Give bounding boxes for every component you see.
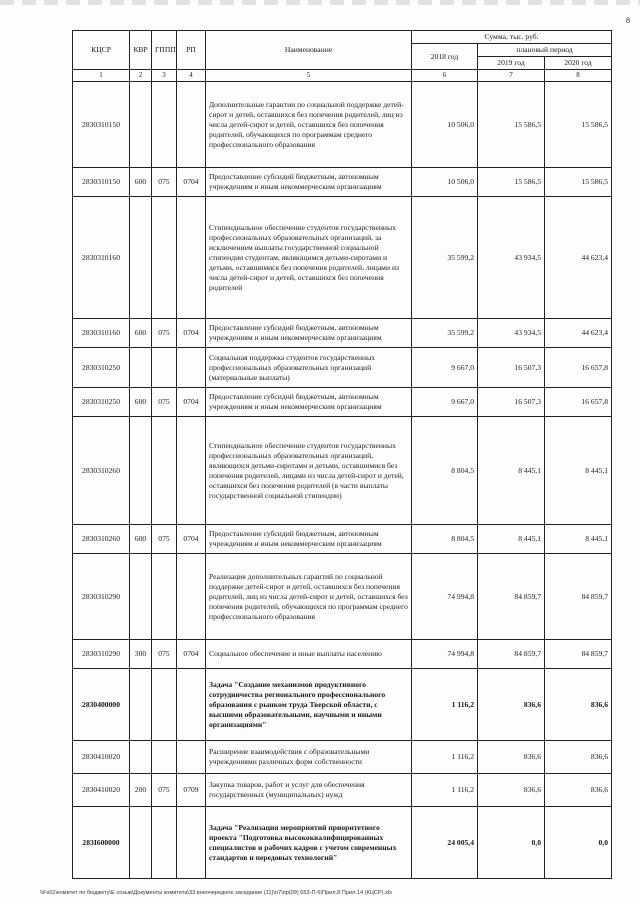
kvr-cell [130, 807, 152, 879]
amount-2019-cell: 43 934,5 [478, 319, 545, 348]
header-sum: Сумма, тыс. руб. [412, 31, 612, 44]
gppp-cell: 075 [152, 388, 177, 417]
amount-2018-cell: 35 599,2 [412, 319, 478, 348]
kcsr-cell: 2830310160 [73, 319, 130, 348]
amount-2019-cell: 16 507,3 [478, 388, 545, 417]
gppp-cell: 075 [152, 168, 177, 197]
header-2020: 2020 год [545, 57, 612, 70]
amount-2020-cell: 84 859,7 [545, 554, 612, 640]
rp-cell: 0704 [177, 388, 206, 417]
rp-cell [177, 82, 206, 168]
rp-cell [177, 554, 206, 640]
header-name: Наименование [206, 31, 412, 70]
page-number: 8 [626, 16, 630, 25]
kcsr-cell: 2830310150 [73, 168, 130, 197]
kvr-cell [130, 82, 152, 168]
name-cell: Социальное обеспечение и иные выплаты населению [206, 640, 412, 669]
table-row [73, 348, 612, 388]
column-number: 6 [412, 70, 478, 82]
rp-cell [177, 807, 206, 879]
name-cell: Социальная поддержка студентов государственных профессиональных образовательных организаций (материальные выплаты) [206, 348, 412, 388]
kcsr-cell: 2830310160 [73, 197, 130, 319]
gppp-cell [152, 807, 177, 879]
gppp-cell [152, 741, 177, 774]
header-gppp: ГППП [152, 31, 177, 70]
table-row [73, 525, 612, 554]
amount-2018-cell: 8 804,5 [412, 417, 478, 525]
kvr-cell: 600 [130, 319, 152, 348]
rp-cell [177, 348, 206, 388]
table-row [73, 741, 612, 774]
kcsr-cell: 2830410020 [73, 774, 130, 807]
amount-2018-cell: 1 116,2 [412, 741, 478, 774]
column-number: 7 [478, 70, 545, 82]
column-number: 8 [545, 70, 612, 82]
column-number: 5 [206, 70, 412, 82]
amount-2018-cell: 35 599,2 [412, 197, 478, 319]
table-row [73, 417, 612, 525]
column-number: 4 [177, 70, 206, 82]
header-2018: 2018 год [412, 44, 478, 70]
rp-cell [177, 741, 206, 774]
amount-2018-cell: 74 994,8 [412, 640, 478, 669]
amount-2018-cell: 9 667,0 [412, 388, 478, 417]
header-kcsr: КЦСР [73, 31, 130, 70]
scan-artifact [0, 0, 640, 5]
header-kvr: КВР [130, 31, 152, 70]
kcsr-cell: 2830310260 [73, 417, 130, 525]
amount-2018-cell: 9 667,0 [412, 348, 478, 388]
header-2019: 2019 год [478, 57, 545, 70]
name-cell: Закупка товаров, работ и услуг для обеспечения государственных (муниципальных) нужд [206, 774, 412, 807]
name-cell: Предоставление субсидий бюджетным, автономным учреждениям и иным некоммерческим организациям [206, 525, 412, 554]
file-path-footer: \\Fs01\комитет по бюджету\Е созыв\Документы комитета\33 внеочередное заседание (11)\п7\пр(09) 653-П-6\Прил.8 Прил.14 (КЦСР).xls [40, 890, 392, 896]
amount-2019-cell: 15 586,5 [478, 82, 545, 168]
name-cell: Стипендиальное обеспечение студентов государственных профессиональных образовательных организаций, являющихся детьми-сиротами и детьми, оставшимися без попечения родителей, лицами из числа детей-сирот и детей, оставшихся без попечения родителей (в части выплаты государственной социальной стипендии) [206, 417, 412, 525]
gppp-cell [152, 197, 177, 319]
amount-2018-cell: 1 116,2 [412, 774, 478, 807]
kvr-cell: 300 [130, 640, 152, 669]
amount-2020-cell: 836,6 [545, 669, 612, 741]
name-cell: Предоставление субсидий бюджетным, автономным учреждениям и иным некоммерческим организациям [206, 319, 412, 348]
column-number: 2 [130, 70, 152, 82]
table-row [73, 640, 612, 669]
kcsr-cell: 2830310290 [73, 640, 130, 669]
kvr-cell [130, 669, 152, 741]
rp-cell [177, 417, 206, 525]
kvr-cell [130, 554, 152, 640]
rp-cell: 0704 [177, 319, 206, 348]
kvr-cell: 600 [130, 168, 152, 197]
amount-2018-cell: 10 506,0 [412, 168, 478, 197]
table-row [73, 82, 612, 168]
amount-2020-cell: 16 657,8 [545, 388, 612, 417]
kcsr-cell: 2830310250 [73, 348, 130, 388]
rp-cell [177, 197, 206, 319]
amount-2019-cell: 84 859,7 [478, 640, 545, 669]
amount-2019-cell: 15 586,5 [478, 168, 545, 197]
amount-2020-cell: 84 859,7 [545, 640, 612, 669]
rp-cell [177, 669, 206, 741]
amount-2019-cell: 16 507,3 [478, 348, 545, 388]
table-row [73, 807, 612, 879]
column-number: 1 [73, 70, 130, 82]
gppp-cell: 075 [152, 774, 177, 807]
amount-2018-cell: 10 506,0 [412, 82, 478, 168]
amount-2020-cell: 836,6 [545, 741, 612, 774]
gppp-cell: 075 [152, 319, 177, 348]
kcsr-cell: 2830400000 [73, 669, 130, 741]
name-cell: Стипендиальное обеспечение студентов государственных профессиональных образовательных организаций, за исключением выплаты государственной социальной стипендии студентам, являющимся детьми-сиротами и детьми, оставшимися без попечения родителей, лицами из числа детей-сирот и детей, оставшихся без попечения родителей [206, 197, 412, 319]
table-row [73, 168, 612, 197]
amount-2020-cell: 836,6 [545, 774, 612, 807]
table-row [73, 319, 612, 348]
rp-cell: 0704 [177, 640, 206, 669]
amount-2020-cell: 8 445,1 [545, 417, 612, 525]
gppp-cell [152, 669, 177, 741]
gppp-cell [152, 348, 177, 388]
gppp-cell [152, 417, 177, 525]
amount-2018-cell: 8 804,5 [412, 525, 478, 554]
kcsr-cell: 2830310290 [73, 554, 130, 640]
amount-2019-cell: 836,6 [478, 741, 545, 774]
kcsr-cell: 283I600000 [73, 807, 130, 879]
gppp-cell [152, 82, 177, 168]
table-row [73, 197, 612, 319]
kvr-cell: 600 [130, 388, 152, 417]
amount-2018-cell: 1 116,2 [412, 669, 478, 741]
amount-2020-cell: 15 586,5 [545, 82, 612, 168]
header-plan-period: плановый период [478, 44, 612, 57]
amount-2019-cell: 43 934,5 [478, 197, 545, 319]
name-cell: Реализация дополнительных гарантий по социальной поддержке детей-сирот и детей, оставшихся без попечения родителей, лиц из числа детей-сирот и детей, оставшихся без попечения родителей, обучающихся по программам среднего профессионального образования [206, 554, 412, 640]
amount-2020-cell: 15 586,5 [545, 168, 612, 197]
amount-2020-cell: 0,0 [545, 807, 612, 879]
amount-2019-cell: 836,6 [478, 669, 545, 741]
column-number-row [73, 70, 612, 82]
name-cell: Задача "Реализация мероприятий приоритетного проекта "Подготовка высококвалифицированных специалистов и рабочих кадров с учетом современных стандартов и передовых технологий" [206, 807, 412, 879]
name-cell: Расширение взаимодействия с образовательными учреждениями различных форм собственности [206, 741, 412, 774]
rp-cell: 0704 [177, 525, 206, 554]
amount-2018-cell: 24 005,4 [412, 807, 478, 879]
amount-2020-cell: 8 445,1 [545, 525, 612, 554]
name-cell: Дополнительные гарантии по социальной поддержке детей-сирот и детей, оставшихся без попечения родителей, лиц из числа детей-сирот и детей, оставшихся без попечения родителей, обучающихся по программам среднего профессионального образования [206, 82, 412, 168]
table-row [73, 388, 612, 417]
kvr-cell [130, 741, 152, 774]
kvr-cell: 200 [130, 774, 152, 807]
amount-2019-cell: 84 859,7 [478, 554, 545, 640]
budget-table [72, 30, 612, 879]
amount-2020-cell: 16 657,8 [545, 348, 612, 388]
kcsr-cell: 2830310260 [73, 525, 130, 554]
kvr-cell [130, 417, 152, 525]
gppp-cell [152, 554, 177, 640]
amount-2020-cell: 44 623,4 [545, 319, 612, 348]
table-row [73, 774, 612, 807]
table-row [73, 554, 612, 640]
kvr-cell: 600 [130, 525, 152, 554]
table-row [73, 669, 612, 741]
rp-cell: 0704 [177, 168, 206, 197]
rp-cell: 0709 [177, 774, 206, 807]
kcsr-cell: 2830310150 [73, 82, 130, 168]
table-body [73, 82, 612, 879]
kcsr-cell: 2830410020 [73, 741, 130, 774]
amount-2019-cell: 0,0 [478, 807, 545, 879]
kvr-cell [130, 197, 152, 319]
gppp-cell: 075 [152, 640, 177, 669]
column-number: 3 [152, 70, 177, 82]
amount-2019-cell: 836,6 [478, 774, 545, 807]
amount-2018-cell: 74 994,8 [412, 554, 478, 640]
kvr-cell [130, 348, 152, 388]
gppp-cell: 075 [152, 525, 177, 554]
amount-2019-cell: 8 445,1 [478, 525, 545, 554]
amount-2019-cell: 8 445,1 [478, 417, 545, 525]
header-rp: РП [177, 31, 206, 70]
amount-2020-cell: 44 623,4 [545, 197, 612, 319]
name-cell: Предоставление субсидий бюджетным, автономным учреждениям и иным некоммерческим организациям [206, 168, 412, 197]
name-cell: Предоставление субсидий бюджетным, автономным учреждениям и иным некоммерческим организациям [206, 388, 412, 417]
name-cell: Задача "Создание механизмов продуктивного сотрудничества регионального профессионального образования с рынком труда Тверской области, с высшими образовательными, научными и иными организациями" [206, 669, 412, 741]
kcsr-cell: 2830310250 [73, 388, 130, 417]
